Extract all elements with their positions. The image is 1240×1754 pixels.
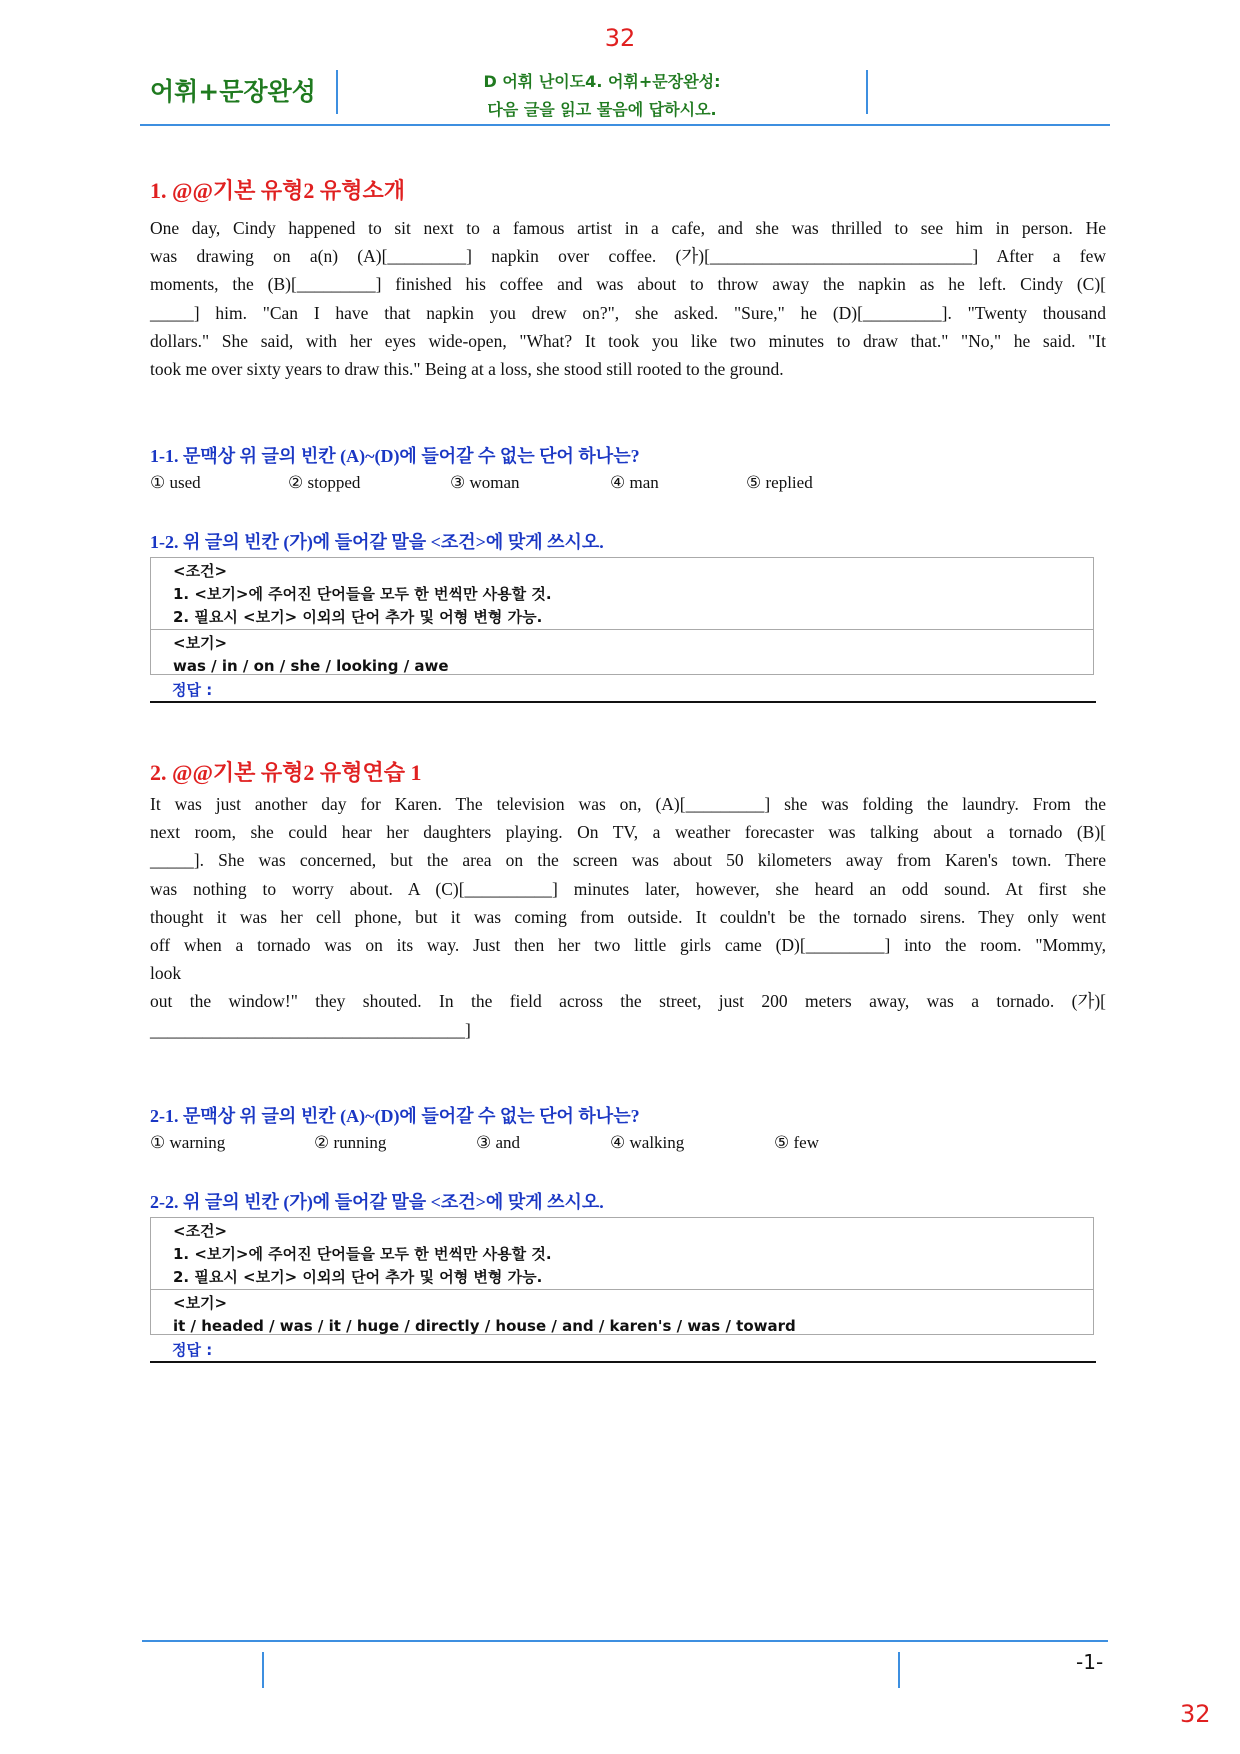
- bogi-words: was / in / on / she / looking / awe: [173, 657, 449, 675]
- passage-line: next room, she could hear her daughters playing. On TV, a weather forecaster was talking about a tornado (B)[: [150, 822, 1106, 843]
- passage-line: off when a tornado was on its way. Just then her two little girls came (D)[_________] into the room. "Mommy,: [150, 935, 1106, 956]
- choice-5[interactable]: ⑤ replied: [746, 473, 813, 492]
- choice-1[interactable]: ① used: [150, 473, 201, 492]
- header-rule: [140, 124, 1110, 126]
- choice-2[interactable]: ② stopped: [288, 473, 361, 492]
- header-category: 어휘+문장완성: [150, 77, 316, 106]
- passage-line: moments, the (B)[_________] finished his coffee and was about to throw away the napkin as he left. Cindy (C)[: [150, 274, 1106, 295]
- passage-line: was drawing on a(n) (A)[_________] napkin over coffee. (가)[______________________________] After a few: [150, 246, 1106, 267]
- section1-passage: [150, 214, 1106, 383]
- bogi-label: <보기>: [173, 634, 228, 652]
- footer-rule: [142, 1640, 1108, 1642]
- condition-1: 1. <보기>에 주어진 단어들을 모두 한 번씩만 사용할 것.: [173, 585, 552, 603]
- passage-line: ____________________________________]: [150, 1019, 471, 1040]
- page-number-bottom: 32: [1180, 1700, 1211, 1728]
- condition-box-1: [150, 557, 1094, 675]
- question-2-2-title: 2-2. 위 글의 빈칸 (가)에 들어갈 말을 <조건>에 맞게 쓰시오.: [150, 1192, 604, 1212]
- choice-3[interactable]: ③ and: [476, 1133, 521, 1152]
- passage-line: dollars." She said, with her eyes wide-open, "What? It took you like two minutes to draw that." "No," he said. "It: [150, 330, 1106, 351]
- passage-line: It was just another day for Karen. The television was on, (A)[_________] she was folding the laundry. From the: [150, 794, 1106, 814]
- passage-line: took me over sixty years to draw this." Being at a loss, she stood still rooted to the ground.: [150, 359, 784, 380]
- condition-box-2: [150, 1217, 1094, 1335]
- bogi-words: it / headed / was / it / huge / directly / house / and / karen's / was / toward: [173, 1317, 796, 1335]
- section2-passage: [150, 790, 1106, 1044]
- header-divider-left: [336, 70, 338, 114]
- page-number-top: 32: [604, 24, 636, 52]
- condition-label: <조건>: [173, 1222, 228, 1240]
- footer-divider-left: [262, 1652, 264, 1688]
- question-2-1-title: 2-1. 문맥상 위 글의 빈칸 (A)~(D)에 들어갈 수 없는 단어 하나는?: [150, 1106, 640, 1126]
- header-subtitle: [340, 68, 864, 124]
- header-divider-right: [866, 70, 868, 114]
- choice-4[interactable]: ④ walking: [610, 1133, 685, 1152]
- passage-line: was nothing to worry about. A (C)[__________] minutes later, however, she heard an odd sound. At first she: [150, 878, 1106, 899]
- choice-4[interactable]: ④ man: [610, 473, 659, 492]
- passage-line: thought it was her cell phone, but it was coming from outside. It couldn't be the tornado sirens. They only went: [150, 906, 1106, 927]
- answer-label: 정답 :: [172, 681, 213, 699]
- condition-label: <조건>: [173, 562, 228, 580]
- passage-line: One day, Cindy happened to sit next to a famous artist in a cafe, and she was thrilled to see him in person. He: [150, 218, 1106, 238]
- header-subtitle-line1: D 어휘 난이도4. 어휘+문장완성:: [483, 72, 721, 91]
- passage-line: _____]. She was concerned, but the area on the screen was about 50 kilometers away from Karen's town. There: [150, 850, 1106, 871]
- header-subtitle-line2: 다음 글을 읽고 물음에 답하시오.: [487, 100, 717, 119]
- footer-divider-right: [898, 1652, 900, 1688]
- bogi-label: <보기>: [173, 1294, 228, 1312]
- answer-label: 정답 :: [172, 1341, 213, 1359]
- question-1-1-choices: [150, 473, 1050, 497]
- section2-title: 2. @@기본 유형2 유형연습 1: [150, 760, 422, 785]
- footer-page-marker: -1-: [1076, 1650, 1104, 1674]
- passage-line: _____] him. "Can I have that napkin you drew on?", she asked. "Sure," he (D)[_________]. "Twenty thousand: [150, 302, 1106, 323]
- choice-3[interactable]: ③ woman: [450, 473, 520, 492]
- choice-2[interactable]: ② running: [314, 1133, 387, 1152]
- question-2-1-choices: [150, 1133, 1050, 1157]
- choice-1[interactable]: ① warning: [150, 1133, 226, 1152]
- section1-title: 1. @@기본 유형2 유형소개: [150, 178, 405, 203]
- choice-5[interactable]: ⑤ few: [774, 1133, 819, 1152]
- passage-line: out the window!" they shouted. In the field across the street, just 200 meters away, was a tornado. (가)[: [150, 991, 1106, 1012]
- question-1-2-title: 1-2. 위 글의 빈칸 (가)에 들어갈 말을 <조건>에 맞게 쓰시오.: [150, 532, 604, 552]
- condition-1: 1. <보기>에 주어진 단어들을 모두 한 번씩만 사용할 것.: [173, 1245, 552, 1263]
- answer-line[interactable]: [150, 701, 1096, 703]
- condition-2: 2. 필요시 <보기> 이외의 단어 추가 및 어형 변형 가능.: [173, 608, 543, 626]
- question-1-1-title: 1-1. 문맥상 위 글의 빈칸 (A)~(D)에 들어갈 수 없는 단어 하나는?: [150, 446, 640, 466]
- passage-line: look: [150, 963, 182, 984]
- condition-2: 2. 필요시 <보기> 이외의 단어 추가 및 어형 변형 가능.: [173, 1268, 543, 1286]
- answer-line[interactable]: [150, 1361, 1096, 1363]
